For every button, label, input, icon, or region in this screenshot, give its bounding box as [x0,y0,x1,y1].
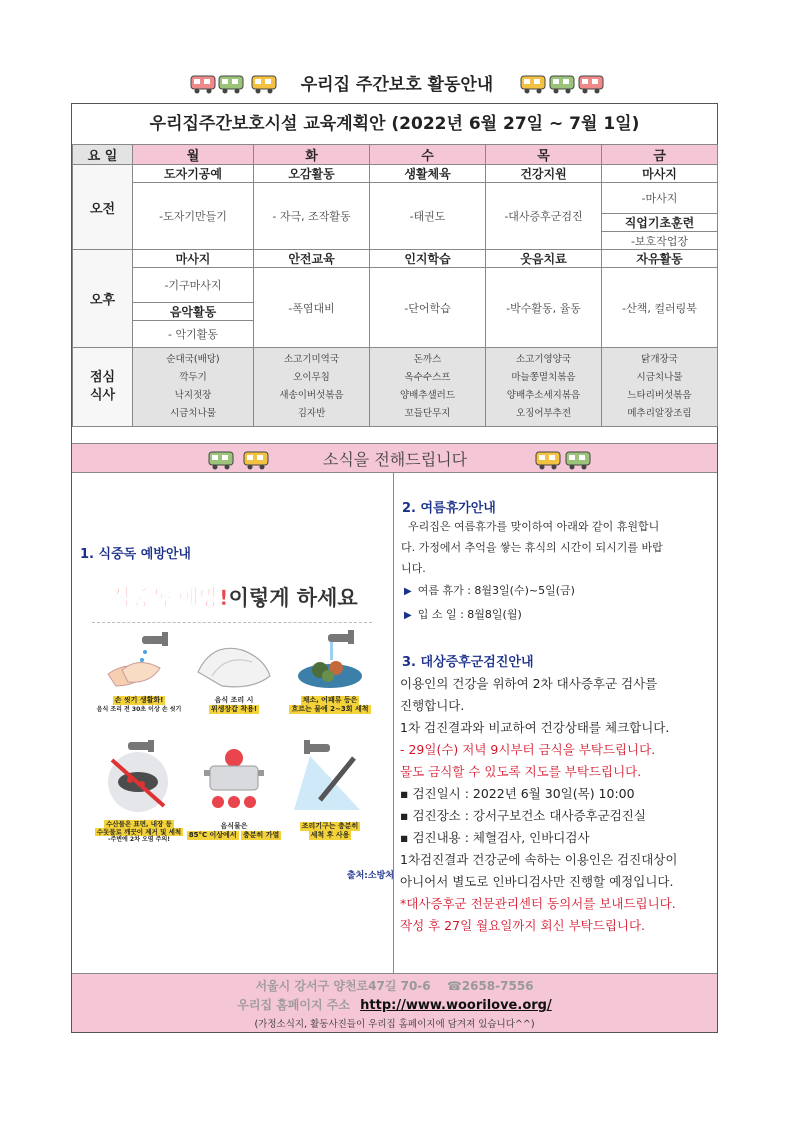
text-line: 1차 검진결과와 비교하여 건강상태를 체크합니다. [400,720,670,735]
header-right-trains [520,72,610,98]
text-line: 니다. [401,562,426,575]
am-wed-desc: -태권도 [370,183,486,250]
handwash-icon [98,630,178,692]
text-line: 물도 금식할 수 있도록 지도를 부탁드립니다. [400,764,642,779]
lunch-fri [602,348,718,427]
text-line: ▪ 검진일시 : 2022년 6월 30일(목) 10:00 [400,786,635,801]
caption-line: 조리기구는 충분히 [301,822,359,830]
lunch-label-line2: 식사 [89,388,116,403]
text-line: - 29일(수) 저녁 9시부터 금식을 부탁드립니다. [400,742,656,757]
pm-tue-title: 안전교육 [254,250,370,268]
text-line: ▪ 검진내용 : 체혈검사, 인바디검사 [400,830,590,845]
text-line: 아니어서 별도로 인바디검사만 진행할 예정입니다. [400,874,674,889]
menu-item: 꼬들단무지 [404,408,451,419]
caption-line: 흐르는 물에 2~3회 세척 [291,705,369,713]
am-fri-desc: -마사지 [602,183,718,214]
pm-mon-title: 마사지 [133,250,254,268]
day-fri: 금 [602,145,718,165]
caption-line: 음식물은 [220,822,248,830]
triangle-bullet-icon: ▶ [404,586,412,597]
vegetable-wash-icon [288,630,372,692]
am-tue-title: 오감활동 [254,165,370,183]
poster-divider [92,622,372,623]
menu-item: 새송이버섯볶음 [279,390,344,401]
vacation-item-2 [404,606,522,622]
pm-thu-desc: -박수활동, 율동 [486,268,602,348]
section3-title: 3. 대상증후군검진안내 [402,655,534,670]
pm-mon-title2: 음악활동 [133,303,254,321]
day-header-label: 요 일 [73,145,133,165]
menu-item: 김자반 [297,408,326,419]
pm-fri-desc: -산책, 컬러링북 [602,268,718,348]
am-label: 오전 [73,165,133,250]
poster-cell3-caption [280,696,380,714]
menu-item: 낙지젓장 [174,390,212,401]
text-line: *대사증후군 전문관리센터 동의서를 보내드립니다. [400,896,676,911]
menu-item: 메추리알장조림 [627,408,692,419]
menu-item: 마늘쫑멸치볶음 [511,372,576,383]
day-tue: 화 [254,145,370,165]
menu-item: 시금치나물 [170,408,216,419]
footer-homepage-label: 우리집 홈페이지 주소 [237,998,350,1012]
lunch-tue [254,348,370,427]
caption-line: -주변에 2차 오염 주의! [107,836,171,843]
menu-item: 양배추소세지볶음 [506,390,581,401]
am-wed-title: 생활체육 [370,165,486,183]
caption-line: 음식 조리 전 30초 이상 손 씻기 [96,706,182,713]
caption-line: 위생장갑 착용! [210,705,258,713]
poster-headline-a: 식중독 예방! [110,586,229,610]
day-header-row [73,145,718,165]
poster-cell4-caption [84,820,194,844]
am-mon-desc: -도자기만들기 [133,183,254,250]
cooking-pot-icon [196,744,272,818]
am-row-2 [73,183,718,214]
vacation-item-text: 여름 휴가 : 8월3일(수)~5일(금) [417,584,575,597]
poster-cell1-caption [84,696,194,714]
footer [72,973,717,1032]
menu-item: 순대국(배당) [166,354,220,365]
pm-row-1 [73,250,718,268]
train-icon [520,72,610,94]
am-thu-desc: -대사증후군검진 [486,183,602,250]
menu-item: 소고기미역국 [283,354,340,365]
pm-wed-desc: -단어학습 [370,268,486,348]
food-poisoning-poster [84,572,394,884]
text-line: 이용인의 건강을 위하여 2차 대사증후군 검사를 [400,676,658,691]
caption-line: 세척 후 사용 [310,831,350,839]
vacation-item-1 [404,582,575,598]
caption-line: 충분히 가열 [243,831,280,839]
lunch-label-line1: 점심 [89,370,116,385]
menu-item: 옥수수스프 [404,372,451,383]
lunch-label [73,348,133,427]
menu-item: 시금치나물 [636,372,683,383]
lunch-thu [486,348,602,427]
lunch-row [73,348,718,427]
caption-line: 음식 조리 시 [214,696,254,704]
footer-homepage-line [72,996,717,1013]
menu-item: 닭개장국 [641,354,678,365]
homepage-link[interactable]: http://www.woorilove.org/ [360,998,552,1013]
am-fri-title2: 직업기초훈련 [602,214,718,232]
am-fri-desc2: -보호작업장 [602,232,718,250]
am-thu-title: 건강지원 [486,165,602,183]
pm-mon-desc: -기구마사지 [133,268,254,303]
menu-item: 오이무침 [293,372,330,383]
triangle-bullet-icon: ▶ [404,610,412,621]
text-line: 다. 가정에서 추억을 쌓는 휴식의 시간이 되시기를 바랍 [401,541,663,554]
lunch-wed [370,348,486,427]
section3-body [400,673,720,937]
utensil-wash-icon [290,740,372,818]
text-line: 진행합니다. [400,698,465,713]
poster-headline [104,582,364,618]
menu-item: 양배추샐러드 [399,390,456,401]
caption-line: 수산물은 표면, 내장 등 [106,820,172,828]
day-thu: 목 [486,145,602,165]
footer-note: (가정소식지, 활동사진들이 우리집 홈페이지에 담겨져 있습니다^^) [254,1019,535,1030]
pm-label: 오후 [73,250,133,348]
poster-cell5-caption [184,822,284,840]
column-divider [393,473,394,973]
pm-mon-desc2: - 악기활동 [133,321,254,348]
footer-address-line [72,977,717,994]
text-line: 작성 후 27일 월요일까지 회신 부탁드립니다. [400,918,646,933]
day-mon: 월 [133,145,254,165]
pm-tue-desc: -폭염대비 [254,268,370,348]
poster-cell6-caption [280,822,380,840]
poster-source: 출처:소방처 [346,871,394,881]
menu-item: 소고기영양국 [515,354,572,365]
am-tue-desc: - 자극, 조작활동 [254,183,370,250]
pm-fri-title: 자유활동 [602,250,718,268]
pm-wed-title: 인지학습 [370,250,486,268]
menu-item: 느타리버섯볶음 [627,390,692,401]
plan-title: 우리집주간보호시설 교육계획안 (2022년 6월 27일 ~ 7월 1일) [72,104,717,145]
section2-title: 2. 여름휴가안내 [402,501,496,516]
news-banner-title: 소식을 전해드립니다 [322,450,468,469]
weekly-plan-table [72,144,718,427]
pm-thu-title: 웃음치료 [486,250,602,268]
menu-item: 오징어부추전 [515,408,572,419]
am-fri-title: 마사지 [602,165,718,183]
poster-cell2-caption [184,696,284,714]
am-mon-title: 도자기공예 [133,165,254,183]
text-line: 우리집은 여름휴가를 맞이하여 아래와 같이 휴원합니 [408,520,660,533]
train-icon [535,448,595,470]
menu-item: 깍두기 [179,372,207,383]
glove-icon [192,632,276,692]
caption-line: 채소, 어패류 등은 [302,696,358,704]
page-title: 우리집 주간보호 활동안내 [300,75,494,95]
news-right-trains [535,448,595,474]
pm-row-2 [73,268,718,303]
poster-headline-b: 이렇게 하세요 [228,586,358,610]
am-row-1 [73,165,718,183]
text-line: ▪ 검진장소 : 강서구보건소 대사증후군검진실 [400,808,646,823]
lunch-mon [133,348,254,427]
day-wed: 수 [370,145,486,165]
caption-line: 손 씻기 생활화! [114,696,164,704]
menu-item: 돈까스 [413,354,442,365]
caption-line: 85°C 이상에서 [188,831,237,839]
footer-phone: ☎2658-7556 [446,979,534,993]
section2-body [401,516,719,579]
footer-address: 서울시 강서구 양천로47길 70-6 [255,979,431,993]
vacation-item-text: 입 소 일 : 8월8일(월) [417,608,522,621]
seafood-wash-icon [98,740,182,818]
caption-line: 수돗물로 깨끗이 제거 및 세척 [96,828,182,836]
text-line: 1차검진결과 건강군에 속하는 이용인은 검진대상이 [400,852,678,867]
section1-title: 1. 식중독 예방안내 [80,547,191,562]
